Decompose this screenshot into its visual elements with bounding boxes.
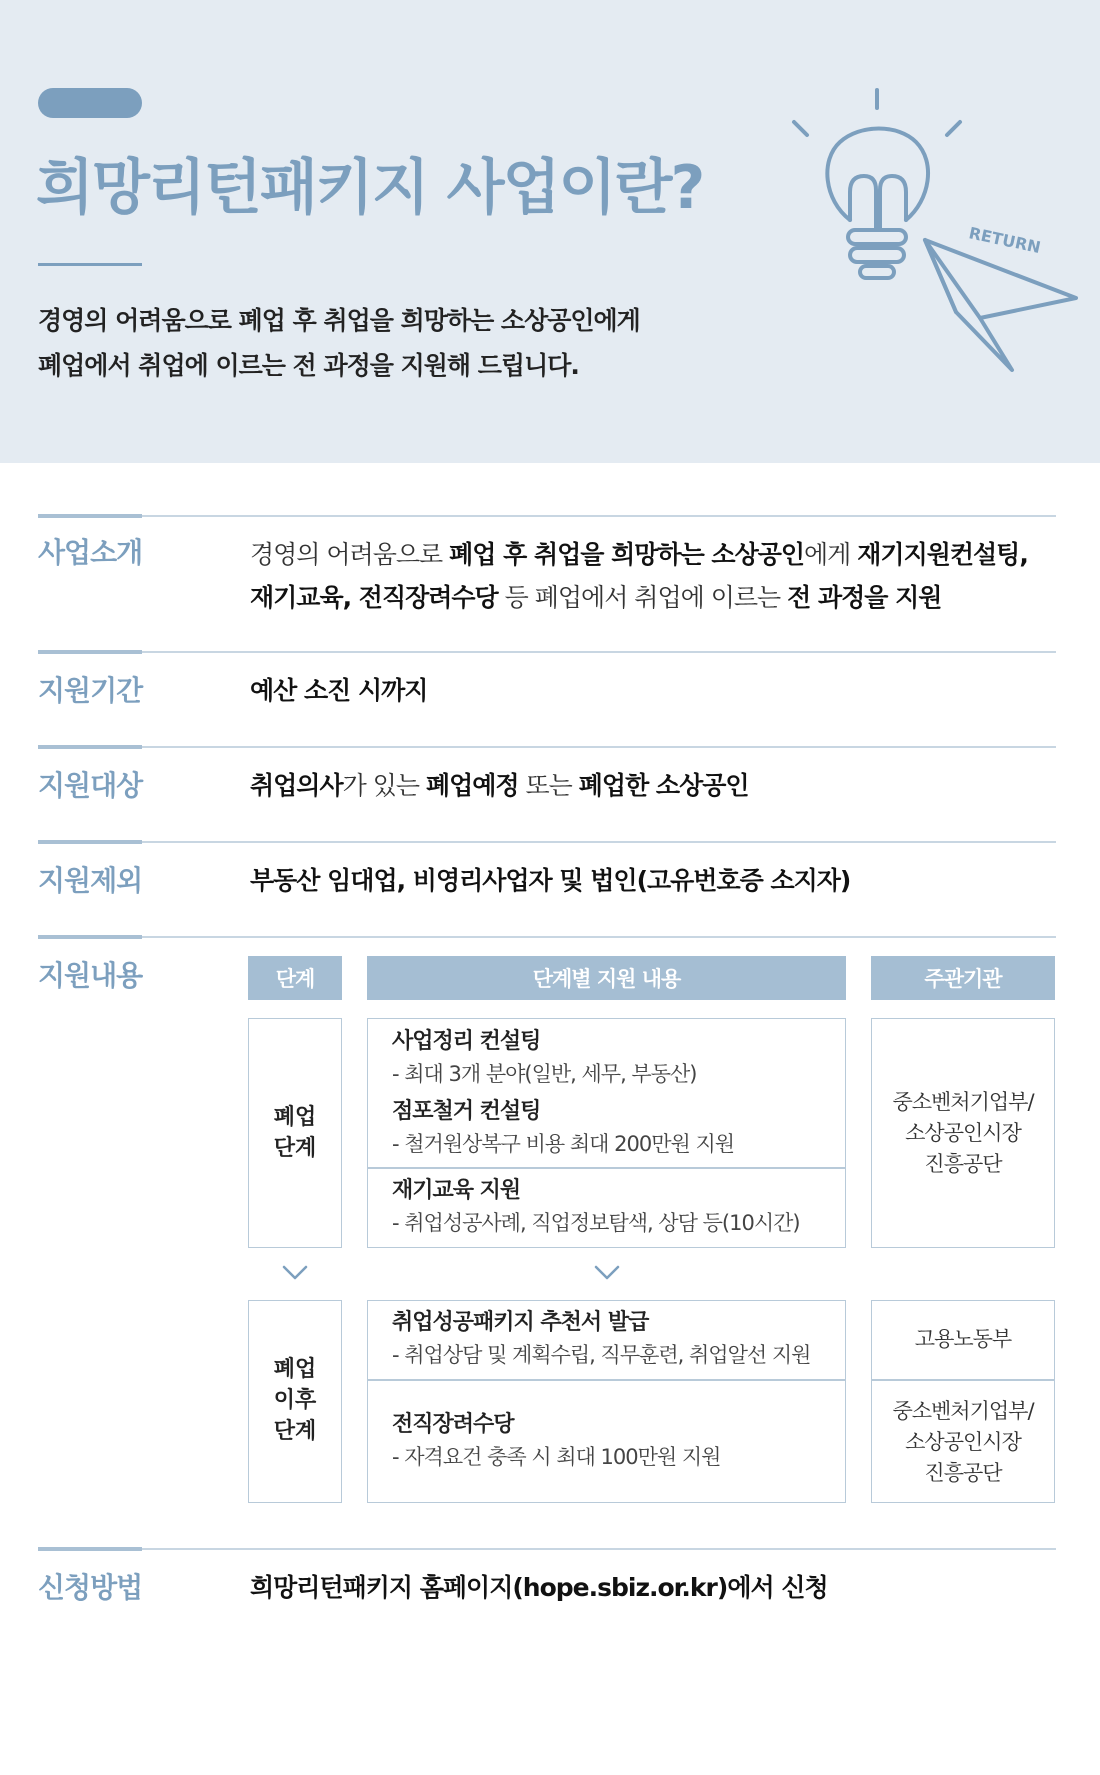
table-header-org: 주관기관 xyxy=(871,956,1055,1000)
stage1-org: 중소벤처기업부/ 소상공인시장 진흥공단 xyxy=(892,1090,1034,1176)
page-title: 희망리턴패키지 사업이란? xyxy=(36,153,704,223)
section-label: 신청방법 xyxy=(38,1571,143,1604)
hero-pill-decoration xyxy=(38,88,142,118)
section-divider xyxy=(38,651,1056,653)
chevron-down-icon xyxy=(281,1264,309,1282)
support-item: 취업성공패키지 추천서 발급 - 취업상담 및 계획수립, 직무훈련, 취업알선 지원 xyxy=(392,1310,811,1367)
section-content: 경영의 어려움으로 폐업 후 취업을 희망하는 소상공인에게 재기지원컨설팅, 재기교육, 전직장려수당 등 폐업에서 취업에 이르는 전 과정을 지원 xyxy=(250,540,1028,612)
support-item: 사업정리 컨설팅 - 최대 3개 분야(일반, 세무, 부동산) xyxy=(392,1029,697,1086)
section-divider xyxy=(38,746,1056,748)
hero-banner xyxy=(0,0,1100,463)
table-header-stage: 단계 xyxy=(248,956,342,1000)
section-content: 희망리턴패키지 홈페이지(hope.sbiz.or.kr)에서 신청 xyxy=(250,1573,828,1602)
section-divider xyxy=(38,515,1056,517)
section-label: 지원내용 xyxy=(38,959,143,992)
stage1-label: 폐업 단계 xyxy=(273,1105,317,1161)
stage2-label: 폐업 이후 단계 xyxy=(273,1357,317,1444)
section-divider xyxy=(38,841,1056,843)
section-divider xyxy=(38,936,1056,938)
chevron-down-icon xyxy=(593,1264,621,1282)
section-content: 취업의사가 있는 폐업예정 또는 폐업한 소상공인 xyxy=(250,771,749,800)
section-content: 부동산 임대업, 비영리사업자 및 법인(고유번호증 소지자) xyxy=(250,866,851,895)
illustration-return-text: RETURN xyxy=(967,223,1043,258)
hero-description xyxy=(38,298,640,388)
lightbulb-paper-plane-icon xyxy=(780,80,1080,380)
table-header-detail: 단계별 지원 내용 xyxy=(367,956,846,1000)
section-content: 예산 소진 시까지 xyxy=(250,676,428,705)
org-divider xyxy=(871,1379,1055,1381)
detail-divider xyxy=(367,1167,846,1169)
support-item: 점포철거 컨설팅 - 철거원상복구 비용 최대 200만원 지원 xyxy=(392,1099,735,1156)
title-underline xyxy=(38,263,142,266)
stage2-org-2: 중소벤처기업부/ 소상공인시장 진흥공단 xyxy=(892,1399,1034,1485)
section-label: 지원대상 xyxy=(38,769,143,802)
section-label: 지원기간 xyxy=(38,674,143,707)
section-label: 지원제외 xyxy=(38,864,143,897)
detail-divider xyxy=(367,1379,846,1381)
section-divider xyxy=(38,1548,1056,1550)
section-label: 사업소개 xyxy=(38,536,143,569)
support-item: 전직장려수당 - 자격요건 충족 시 최대 100만원 지원 xyxy=(392,1412,721,1469)
hero-desc-line-1: 경영의 어려움으로 폐업 후 취업을 희망하는 소상공인에게 xyxy=(38,306,640,335)
support-item: 재기교육 지원 - 취업성공사례, 직업정보탐색, 상담 등(10시간) xyxy=(392,1178,800,1235)
hero-desc-line-2: 폐업에서 취업에 이르는 전 과정을 지원해 드립니다. xyxy=(38,351,579,380)
stage2-org-1: 고용노동부 xyxy=(914,1327,1012,1351)
